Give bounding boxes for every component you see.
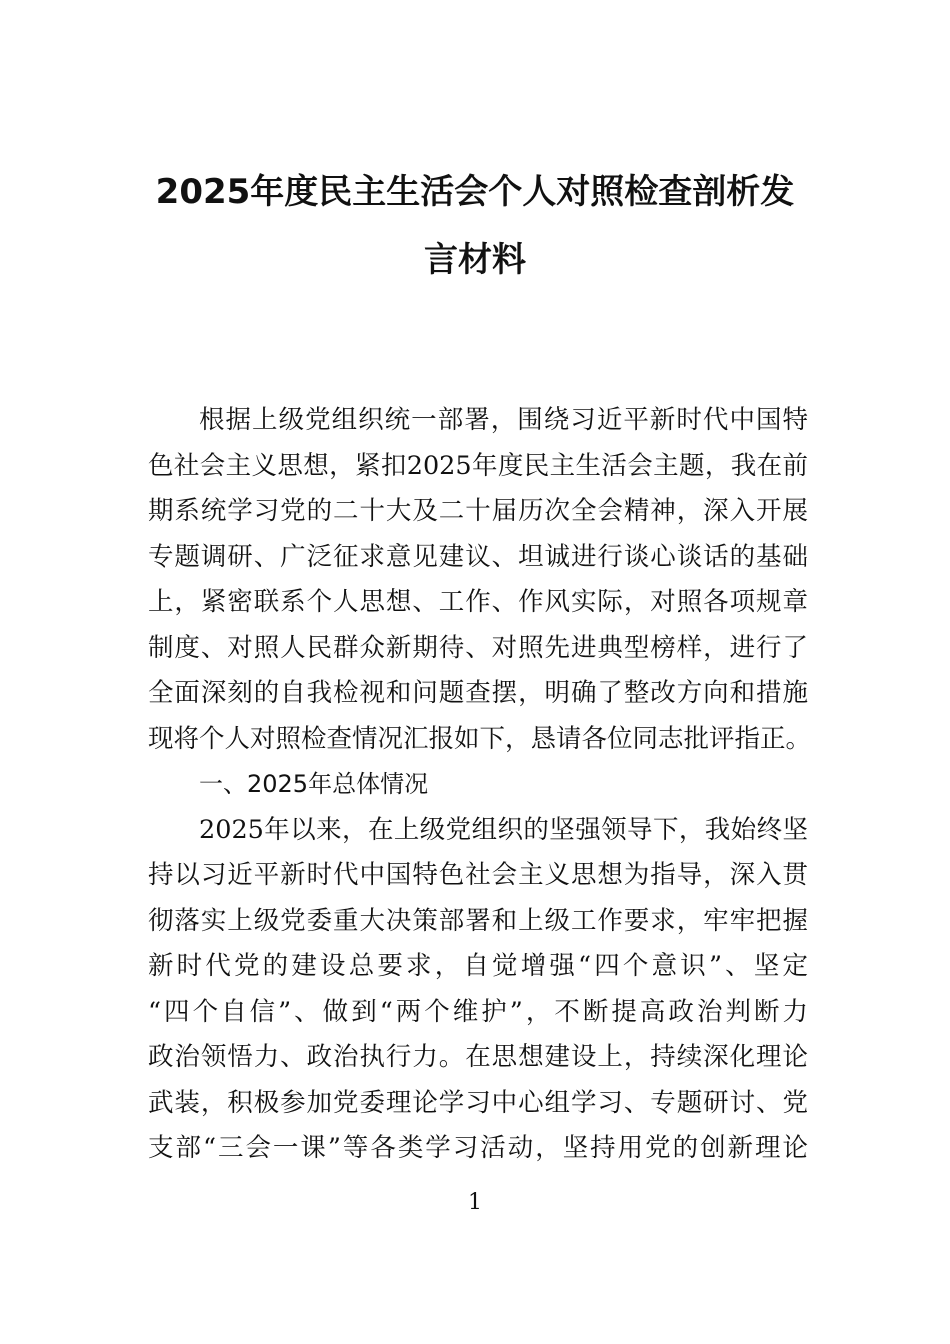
section-heading: 一、2025年总体情况 <box>199 770 429 798</box>
intro-line: 上，紧密联系个人思想、工作、作风实际，对照各项规章 <box>148 587 808 617</box>
section-line: 政治领悟力、政治执行力。在思想建设上，持续深化理论 <box>148 1042 808 1072</box>
intro-line: 制度、对照人民群众新期待、对照先进典型榜样，进行了 <box>148 632 808 663</box>
intro-line: 现将个人对照检查情况汇报如下，恳请各位同志批评指正。 <box>148 723 812 754</box>
intro-line: 根据上级党组织统一部署，围绕习近平新时代中国特 <box>199 405 808 435</box>
intro-line: 全面深刻的自我检视和问题查摆，明确了整改方向和措施 <box>148 678 808 708</box>
intro-line: 专题调研、广泛征求意见建议、坦诚进行谈心谈话的基础 <box>148 541 808 572</box>
intro-line: 期系统学习党的二十大及二十届历次全会精神，深入开展 <box>148 496 808 526</box>
document-body <box>148 398 812 1172</box>
page-number: 1 <box>468 1190 482 1215</box>
section-line: 支部“三会一课”等各类学习活动，坚持用党的创新理论 <box>148 1133 808 1163</box>
document-title-line-1: 2025年度民主生活会个人对照检查剖析发 <box>155 172 795 212</box>
document-title-line-2: 言材料 <box>424 240 526 280</box>
intro-line: 色社会主义思想，紧扣2025年度民主生活会主题，我在前 <box>148 450 808 481</box>
section-line: 彻落实上级党委重大决策部署和上级工作要求，牢牢把握 <box>148 905 808 936</box>
section-line: 武装，积极参加党委理论学习中心组学习、专题研讨、党 <box>148 1087 808 1118</box>
section-line: 新时代党的建设总要求，自觉增强“四个意识”、坚定 <box>148 951 808 981</box>
section-line: 2025年以来，在上级党组织的坚强领导下，我始终坚 <box>199 814 808 845</box>
section-line: “四个自信”、做到“两个维护”，不断提高政治判断力 <box>148 996 808 1027</box>
section-line: 持以习近平新时代中国特色社会主义思想为指导，深入贯 <box>148 860 808 890</box>
